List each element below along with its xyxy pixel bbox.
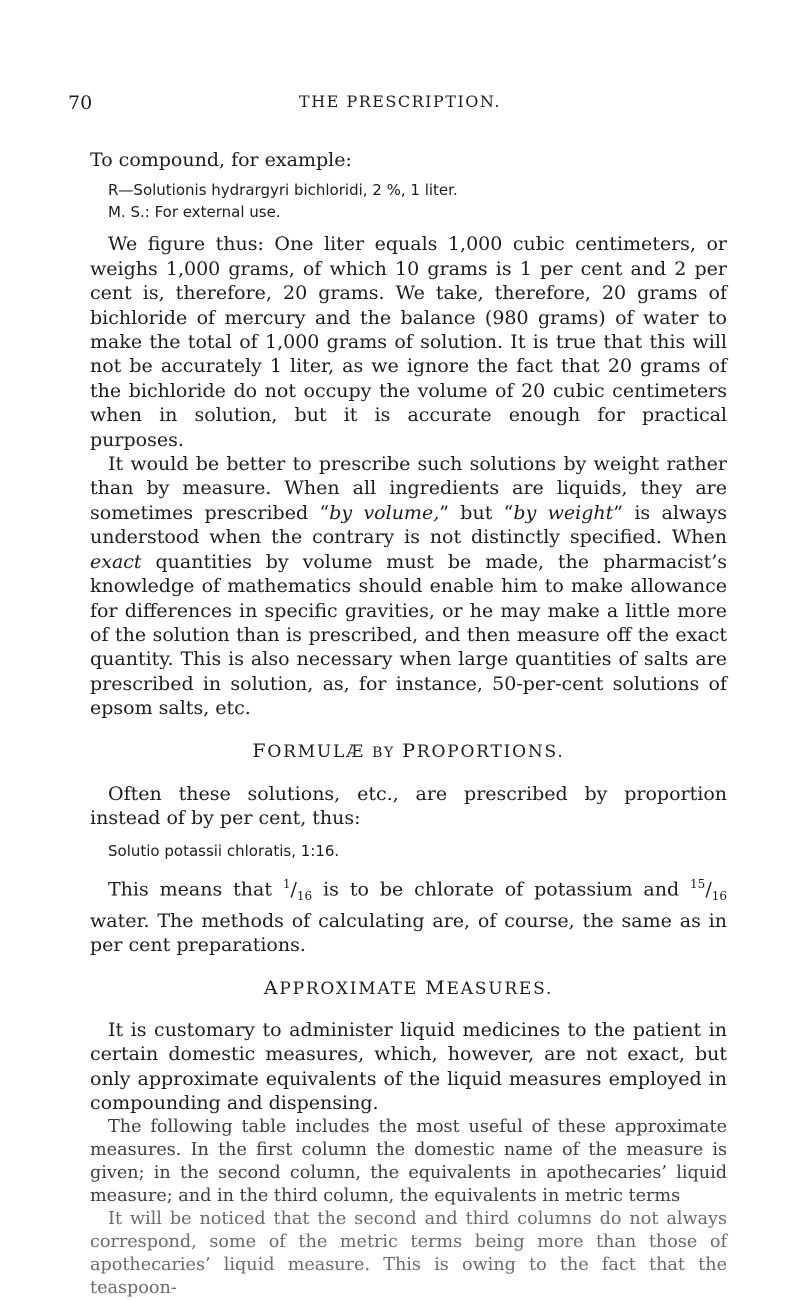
section-heading-formulae: FORMULÆ BY PROPORTIONS.: [252, 739, 565, 762]
paragraph-proportion: Often these solutions, etc., are prescribed by proportion instead of by per cent, thus:: [90, 782, 727, 830]
page-number: 70: [68, 92, 93, 114]
prescription-line-1: R—Solutionis hydrargyri bichloridi, 2 %, 1 liter.: [108, 181, 458, 200]
body-text: [90, 148, 727, 1300]
paragraph-domestic-measures: It is customary to administer liquid medicines to the patient in certain domestic measures, which, however, are not exact, but only approximate equivalents of the liquid measures employed in compounding and dispensing.: [90, 1018, 727, 1115]
paragraph-calculation: We figure thus: One liter equals 1,000 cubic centimeters, or weighs 1,000 grams, of which 10 grams is 1 per cent and 2 per cent is, therefore, 20 grams. We take, therefore, 20 grams of bichloride of mercury and the balance (980 grams) of water to make the total of 1,000 grams of solution. It is true that this will not be accurately 1 liter, as we ignore the fact that 20 grams of the bichloride do not occupy the volume of 20 cubic centimeters when in solution, but it is accurate enough for practical purposes.: [90, 233, 727, 451]
paragraph-columns-note: It will be noticed that the second and third columns do not always correspond, some of the metric terms being more than those of apothecaries’ liquid measure. This is owing to the fact that the teaspoon-: [90, 1208, 727, 1298]
page-header: [0, 92, 800, 122]
intro-line: To compound, for example:: [90, 149, 352, 171]
prescription-line-2: M. S.: For external use.: [108, 203, 281, 222]
paragraph-table-intro: The following table includes the most useful of these approximate measures. In the first column the domestic name of the measure is given; in the second column, the equivalents in apothecaries’ liquid measure; and in the third column, the equivalents in metric terms: [90, 1116, 727, 1206]
paragraph-fractions: This means that $^1/_{16}$ is to be chlorate of potassium and $^{15}/_{16}$ water. The methods of calculating are, of course, the same as in per cent preparations.: [90, 877, 727, 957]
section-heading-approximate-measures: APPROXIMATE MEASURES.: [263, 976, 554, 999]
formula-example: Solutio potassii chloratis, 1:16.: [108, 841, 340, 860]
running-title: THE PRESCRIPTION.: [299, 92, 501, 111]
paragraph-weight-vs-measure: It would be better to prescribe such solutions by weight rather than by measure. When all ingredients are liquids, they are sometimes prescribed “by volume,” but “by weight” is always understood when the contrary is not distinctly specified. When exact quantities by volume must be made, the pharmacist’s knowledge of mathematics should enable him to make allowance for differences in specific gravities, or he may make a little more of the solution than is prescribed, and then measure off the exact quantity. This is also necessary when large quantities of salts are prescribed in solution, as, for instance, 50-per-cent solutions of epsom salts, etc.: [90, 453, 727, 720]
